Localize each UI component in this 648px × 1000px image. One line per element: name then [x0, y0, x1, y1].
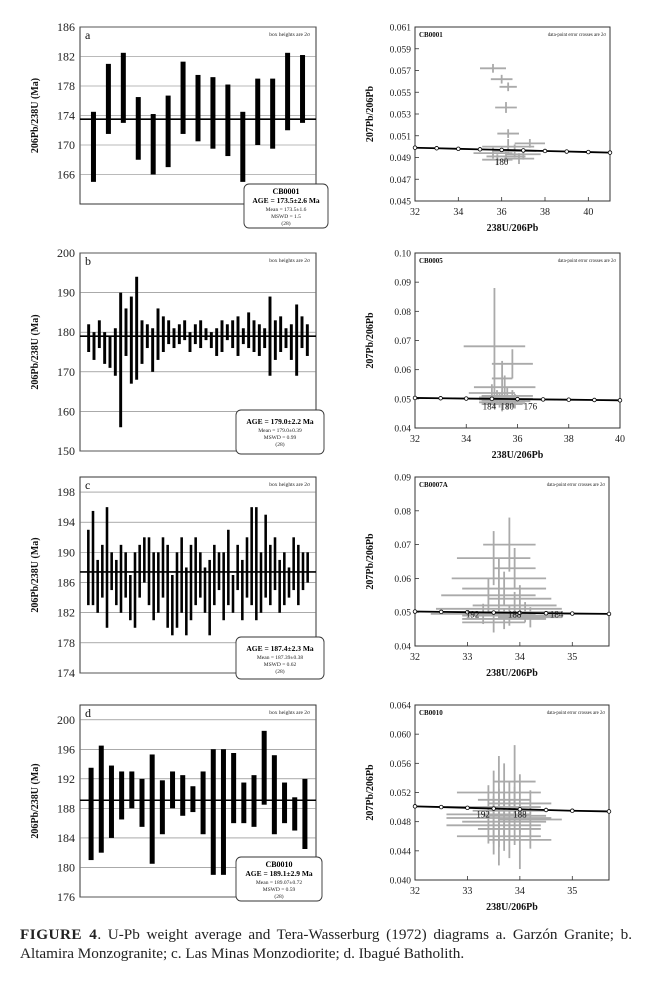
wm-a-ytick-label: 174 — [57, 108, 75, 123]
caption-text: . U-Pb weight average and Tera-Wasserburg (1972) diagrams a. Garzón Granite; b. Altamira Monzogranite; c. Las Minas Monzodiorite; d. Ibagué Batholith. — [20, 926, 632, 962]
wm-c-bar — [190, 545, 193, 620]
wm-d-bar — [221, 749, 226, 875]
tw-c-concordia-marker — [439, 610, 443, 614]
wm-b-bar — [285, 328, 288, 348]
wm-d-ytick-label: 188 — [57, 801, 75, 816]
wm-d-ytick-label: 200 — [57, 712, 75, 727]
tw-d-concordia-marker — [570, 809, 574, 813]
tw-a-xtick-label: 40 — [583, 207, 594, 218]
wm-c-bar — [274, 537, 277, 590]
tw-c-ytick-label: 0.06 — [394, 574, 411, 585]
wm-c-bar — [96, 560, 99, 613]
wm-c-bar — [269, 545, 272, 605]
tw-d-age-label: 192 — [476, 809, 490, 820]
tw-d-concordia-marker — [492, 807, 496, 811]
wm-c-bar — [283, 552, 286, 605]
tw-c-concordia-marker — [492, 611, 496, 615]
wm-d-ytick-label: 180 — [57, 860, 75, 875]
wm-c-bar — [176, 552, 179, 627]
tw-d-xtick-label: 34 — [514, 886, 525, 897]
wm-d-n: (28) — [274, 894, 284, 900]
wm-c-ytick-label: 174 — [57, 666, 75, 680]
wm-b-bar — [247, 312, 250, 348]
wm-c-bar — [129, 575, 132, 620]
tw-c-xlabel: 238U/206Pb — [486, 668, 538, 679]
tw-d-note: data-point error crosses are 2σ — [546, 711, 605, 716]
figure-caption — [20, 925, 632, 963]
wm-c-bar — [180, 537, 183, 612]
wm-b-panel-letter: b — [85, 254, 91, 268]
tw-b-ytick-label: 0.07 — [394, 337, 411, 347]
tw-c-concordia-marker — [413, 610, 417, 614]
wm-b-bar — [279, 316, 282, 352]
wm-c-bar — [124, 552, 127, 597]
wm-a-bar — [151, 114, 156, 174]
wm-a-panel-letter: a — [85, 28, 91, 42]
wm-c-bar — [260, 552, 263, 612]
wm-c-bar — [120, 545, 123, 613]
tw-c-age-label: 192 — [465, 609, 480, 620]
wm-a-ylabel: 206Pb/238U (Ma) — [30, 77, 41, 154]
tw-c-ytick-label: 0.08 — [394, 507, 411, 518]
tw-c-age-label: 188 — [507, 609, 522, 620]
wm-b-ytick-label: 190 — [57, 285, 75, 300]
tw-a-note: data-point error crosses are 2σ — [547, 33, 606, 38]
wm-c-bar — [264, 515, 267, 598]
wm-b-bar — [215, 328, 218, 356]
tw-a-concordia-marker — [543, 149, 547, 153]
wm-a-bar — [136, 97, 141, 160]
tw-d-ytick-label: 0.056 — [389, 759, 411, 770]
tw-d-sample-label: CB0010 — [419, 709, 443, 717]
wm-d-mean-text: Mean = 189.07±0.72 — [255, 880, 303, 886]
wm-c-bar — [157, 552, 160, 612]
wm-a-mswd: MSWD = 1.5 — [271, 214, 301, 220]
wm-a-bar — [210, 77, 215, 149]
wm-b-bar — [151, 328, 154, 372]
tw-d-xtick-label: 35 — [567, 886, 578, 897]
tw-d-concordia-marker — [607, 810, 611, 814]
tw-a-ytick-label: 0.055 — [389, 88, 411, 99]
wm-d-bar — [262, 731, 267, 805]
tw-b-xtick-label: 34 — [461, 434, 472, 445]
wm-c-ytick-label: 178 — [57, 635, 75, 650]
wm-d-bar — [211, 749, 216, 875]
tw-b-concordia-marker — [413, 396, 417, 400]
wm-b-bar — [226, 324, 229, 340]
wm-b-mswd: MSWD = 0.99 — [263, 435, 297, 441]
tw-c-note: data-point error crosses are 2σ — [546, 483, 605, 488]
tw-b-age-label: 180 — [500, 401, 514, 412]
wm-d-bar — [241, 783, 246, 824]
wm-c-bar — [166, 545, 169, 628]
wm-c-bar — [87, 530, 90, 605]
wm-c-bar — [185, 567, 188, 635]
tw-b-concordia-marker — [618, 398, 622, 402]
wm-c-bar — [297, 545, 300, 605]
tw-c-concordia-marker — [570, 612, 574, 616]
wm-b-bar — [205, 328, 208, 340]
wm-c-ytick-label: 190 — [57, 545, 75, 560]
wm-a-ytick-label: 170 — [57, 138, 75, 152]
tw-b-ytick-label: 0.08 — [394, 307, 411, 318]
wm-c-bar — [306, 552, 309, 582]
wm-d-bar — [150, 754, 155, 863]
tw-c-xtick-label: 35 — [567, 652, 578, 663]
wm-b-bar — [130, 297, 133, 384]
tw-a-ytick-label: 0.051 — [389, 132, 411, 143]
tw-c-concordia-marker — [544, 611, 548, 615]
wm-b-bar — [162, 316, 165, 352]
wm-c-ytick-label: 198 — [57, 485, 75, 500]
wm-a-bar — [196, 75, 201, 141]
wm-a-ytick-label: 166 — [57, 167, 75, 182]
wm-b-ytick-label: 160 — [57, 404, 75, 419]
wm-a-sample-name: CB0001 — [272, 187, 300, 196]
wm-c-bar — [246, 537, 249, 597]
tw-c-ytick-label: 0.04 — [394, 642, 411, 653]
tw-d-concordia-marker — [466, 806, 470, 810]
wm-d-bar — [292, 797, 297, 830]
wm-b-bar — [210, 332, 213, 348]
tw-b-concordia-marker — [593, 398, 597, 402]
tw-b-concordia-marker — [439, 396, 443, 400]
tw-a-xtick-label: 34 — [453, 207, 464, 218]
wm-b-bar — [167, 320, 170, 344]
wm-b-bar — [274, 320, 277, 360]
tw-a-xtick-label: 38 — [540, 207, 550, 218]
tw-a-ytick-label: 0.061 — [389, 23, 411, 34]
wm-c-bar — [250, 507, 253, 605]
tw-b-concordia-marker — [567, 398, 571, 402]
tw-a-ylabel: 207Pb/206Pb — [365, 85, 376, 143]
wm-d-ytick-label: 192 — [57, 771, 75, 786]
wm-b-ylabel: 206Pb/238U (Ma) — [30, 314, 41, 390]
wm-c-panel-letter: c — [85, 478, 91, 492]
tw-a-frame — [415, 27, 610, 201]
tw-a-age-label: 180 — [494, 157, 509, 168]
wm-d-bar — [129, 771, 134, 808]
tw-b-ytick-label: 0.09 — [394, 278, 411, 289]
wm-b-ytick-label: 200 — [57, 246, 75, 260]
wm-b-bar — [141, 320, 144, 364]
tw-b-xlabel: 238U/206Pb — [491, 450, 544, 461]
tw-c-xtick-label: 32 — [410, 652, 420, 663]
tw-b-ylabel: 207Pb/206Pb — [365, 312, 376, 369]
tw-c-concordia-marker — [607, 612, 611, 616]
wm-b-n: (28) — [275, 442, 285, 448]
wm-c-age: AGE = 187.4±2.3 Ma — [246, 644, 314, 653]
tw-c-sample-label: CB0007A — [419, 481, 448, 489]
wm-c-bar — [255, 507, 258, 620]
tw-a-ytick-label: 0.057 — [389, 67, 411, 77]
tw-c-xtick-label: 34 — [514, 652, 525, 663]
tw-b-age-label: 176 — [523, 401, 538, 412]
tw-a-concordia-marker — [587, 150, 591, 154]
wm-b-bar — [125, 308, 128, 356]
wm-c-bar — [143, 537, 146, 582]
tw-d-ylabel: 207Pb/206Pb — [365, 764, 376, 821]
wm-c-bar — [213, 545, 216, 605]
wm-d-panel-letter: d — [85, 706, 91, 720]
tw-a-concordia-marker — [413, 146, 417, 150]
tw-d-ytick-label: 0.044 — [389, 847, 411, 858]
wm-b-bar — [87, 324, 90, 352]
wm-c-ylabel: 206Pb/238U (Ma) — [30, 537, 41, 613]
wm-d-bar — [180, 775, 185, 816]
wm-b-bar — [98, 320, 101, 348]
wm-d-sample-name: CB0010 — [265, 860, 293, 869]
wm-a-mean-text: Mean = 173.5±1.6 — [265, 207, 307, 213]
wm-c-bar — [241, 560, 244, 620]
tw-b-xtick-label: 32 — [410, 434, 420, 445]
wm-c-bar — [171, 575, 174, 635]
tw-b-age-label: 184 — [482, 401, 497, 412]
wm-b-ytick-label: 170 — [57, 364, 75, 379]
wm-a-bar — [240, 112, 245, 182]
wm-a-ytick-label: 186 — [57, 20, 75, 34]
wm-c-bar — [227, 530, 230, 605]
wm-d-bar — [140, 779, 145, 827]
tw-b-xtick-label: 40 — [615, 434, 625, 445]
wm-a-bar — [225, 85, 230, 157]
tw-b-concordia-marker — [516, 397, 520, 401]
wm-a-bar — [166, 96, 171, 168]
tw-b-ytick-label: 0.05 — [394, 395, 411, 406]
wm-b-note: box heights are 2σ — [269, 258, 310, 264]
wm-a-bar — [121, 53, 126, 123]
wm-c-bar — [152, 552, 155, 620]
wm-d-bar — [282, 783, 287, 824]
wm-b-bar — [231, 320, 234, 348]
tw-a-xtick-label: 32 — [410, 207, 420, 218]
wm-c-mswd: MSWD = 0.62 — [263, 662, 297, 668]
tw-d-ytick-label: 0.048 — [389, 818, 411, 829]
wm-c-note: box heights are 2σ — [269, 482, 310, 488]
tw-b-note: data-point error crosses are 2σ — [557, 259, 616, 264]
wm-c-ytick-label: 186 — [57, 575, 75, 590]
wm-c-bar — [199, 552, 202, 597]
tw-c-frame — [415, 477, 609, 646]
tw-c-ytick-label: 0.07 — [394, 541, 411, 552]
wm-d-bar — [272, 755, 277, 834]
wm-d-bar — [89, 768, 94, 860]
wm-a-bar — [181, 62, 186, 134]
caption-label: FIGURE 4 — [20, 926, 98, 943]
tw-c-xtick-label: 33 — [462, 652, 473, 663]
wm-d-ytick-label: 196 — [57, 742, 75, 757]
wm-c-ytick-label: 182 — [57, 605, 75, 620]
tw-a-concordia-marker — [500, 148, 504, 152]
wm-d-bar — [170, 771, 175, 808]
wm-d-mswd: MSWD = 0.59 — [262, 887, 296, 893]
tw-d-ytick-label: 0.060 — [389, 730, 411, 741]
wm-b-bar — [135, 277, 138, 380]
wm-b-bar — [173, 328, 176, 348]
tw-a-sample-label: CB0001 — [419, 31, 443, 39]
wm-c-bar — [106, 507, 109, 628]
wm-d-bar — [190, 786, 195, 812]
wm-a-bar — [91, 112, 96, 182]
tw-a-concordia-marker — [608, 151, 612, 155]
tw-a-xtick-label: 36 — [496, 207, 507, 218]
wm-b-bar — [189, 332, 192, 352]
tw-c-age-label: 184 — [549, 609, 564, 620]
tw-a-concordia-marker — [565, 150, 569, 154]
tw-c-ytick-label: 0.09 — [394, 473, 411, 484]
wm-a-n: (28) — [281, 221, 291, 227]
tw-d-xtick-label: 33 — [462, 886, 473, 897]
wm-b-age: AGE = 179.0±2.2 Ma — [246, 417, 314, 426]
wm-a-note: box heights are 2σ — [269, 32, 310, 38]
wm-b-bar — [157, 308, 160, 359]
tw-b-ytick-label: 0.04 — [394, 424, 411, 435]
wm-a-bar — [255, 79, 260, 145]
wm-b-bar — [194, 324, 197, 344]
tw-b-xtick-label: 36 — [512, 434, 523, 445]
wm-c-bar — [292, 537, 295, 590]
tw-d-ytick-label: 0.040 — [389, 876, 411, 887]
wm-d-bar — [231, 753, 236, 823]
tw-a-ytick-label: 0.047 — [389, 175, 411, 186]
wm-b-bar — [263, 328, 266, 348]
wm-b-bar — [199, 320, 202, 348]
tw-a-ytick-label: 0.045 — [389, 197, 411, 208]
tw-d-xtick-label: 32 — [410, 886, 420, 897]
wm-b-ytick-label: 150 — [57, 444, 75, 458]
tw-d-concordia-marker — [413, 805, 417, 809]
wm-d-age: AGE = 189.1±2.9 Ma — [245, 869, 313, 878]
wm-c-bar — [236, 545, 239, 590]
wm-d-ytick-label: 176 — [57, 890, 75, 904]
wm-c-n: (28) — [275, 669, 285, 675]
wm-b-bar — [258, 324, 261, 356]
wm-d-bar — [99, 746, 104, 853]
wm-b-bar — [290, 324, 293, 360]
wm-d-bar — [201, 771, 206, 834]
tw-d-ytick-label: 0.064 — [389, 701, 411, 712]
tw-d-age-label: 188 — [513, 809, 527, 820]
wm-a-bar — [300, 55, 305, 123]
tw-b-concordia-marker — [464, 397, 468, 401]
wm-c-bar — [204, 567, 207, 612]
wm-c-bar — [278, 560, 281, 613]
tw-a-concordia-marker — [478, 148, 482, 152]
wm-d-bar — [302, 779, 307, 849]
tw-b-ytick-label: 0.06 — [394, 366, 411, 377]
wm-b-bar — [178, 324, 181, 344]
tw-d-ytick-label: 0.052 — [389, 789, 411, 799]
wm-b-bar — [295, 304, 298, 375]
wm-c-bar — [222, 552, 225, 620]
tw-a-concordia-marker — [435, 146, 439, 150]
wm-b-bar — [109, 336, 112, 368]
tw-b-xtick-label: 38 — [563, 434, 574, 445]
tw-a-ytick-label: 0.053 — [389, 110, 411, 121]
tw-a-xlabel: 238U/206Pb — [486, 223, 539, 234]
wm-d-note: box heights are 2σ — [269, 710, 310, 716]
wm-b-ytick-label: 180 — [57, 325, 75, 340]
wm-b-bar — [183, 320, 186, 340]
wm-b-bar — [301, 316, 304, 348]
wm-c-bar — [115, 560, 118, 605]
tw-b-concordia-marker — [490, 397, 494, 401]
wm-d-ylabel: 206Pb/238U (Ma) — [30, 763, 41, 839]
tw-a-concordia-marker — [457, 147, 461, 151]
wm-c-ytick-label: 194 — [57, 515, 75, 530]
tw-c-ylabel: 207Pb/206Pb — [365, 533, 376, 590]
wm-d-bar — [119, 771, 124, 819]
wm-b-bar — [306, 324, 309, 356]
wm-c-mean-text: Mean = 187.39±0.38 — [256, 655, 304, 661]
wm-d-bar — [109, 766, 114, 838]
wm-a-bar — [270, 79, 275, 149]
wm-c-bar — [134, 552, 137, 627]
tw-a-concordia-marker — [522, 149, 526, 153]
wm-b-mean-text: Mean = 179.0±0.39 — [258, 428, 302, 434]
wm-c-bar — [232, 575, 235, 613]
wm-d-ytick-label: 184 — [57, 830, 75, 845]
wm-a-bar — [106, 64, 111, 134]
tw-b-sample-label: CB0005 — [419, 257, 443, 265]
tw-c-ytick-label: 0.05 — [394, 608, 411, 619]
wm-d-bar — [160, 780, 165, 834]
tw-d-concordia-marker — [439, 805, 443, 809]
wm-c-bar — [162, 537, 165, 597]
tw-d-xlabel: 238U/206Pb — [486, 902, 538, 913]
tw-a-ytick-label: 0.059 — [389, 45, 411, 56]
tw-b-concordia-marker — [541, 398, 545, 402]
wm-a-ytick-label: 182 — [57, 49, 75, 64]
tw-b-ytick-label: 0.10 — [394, 249, 411, 260]
tw-a-ytick-label: 0.049 — [389, 154, 411, 164]
tw-d-concordia-marker — [544, 808, 548, 812]
wm-c-bar — [92, 511, 95, 605]
wm-b-bar — [119, 293, 122, 428]
wm-a-age: AGE = 173.5±2.6 Ma — [252, 196, 320, 205]
wm-a-ytick-label: 178 — [57, 79, 75, 93]
